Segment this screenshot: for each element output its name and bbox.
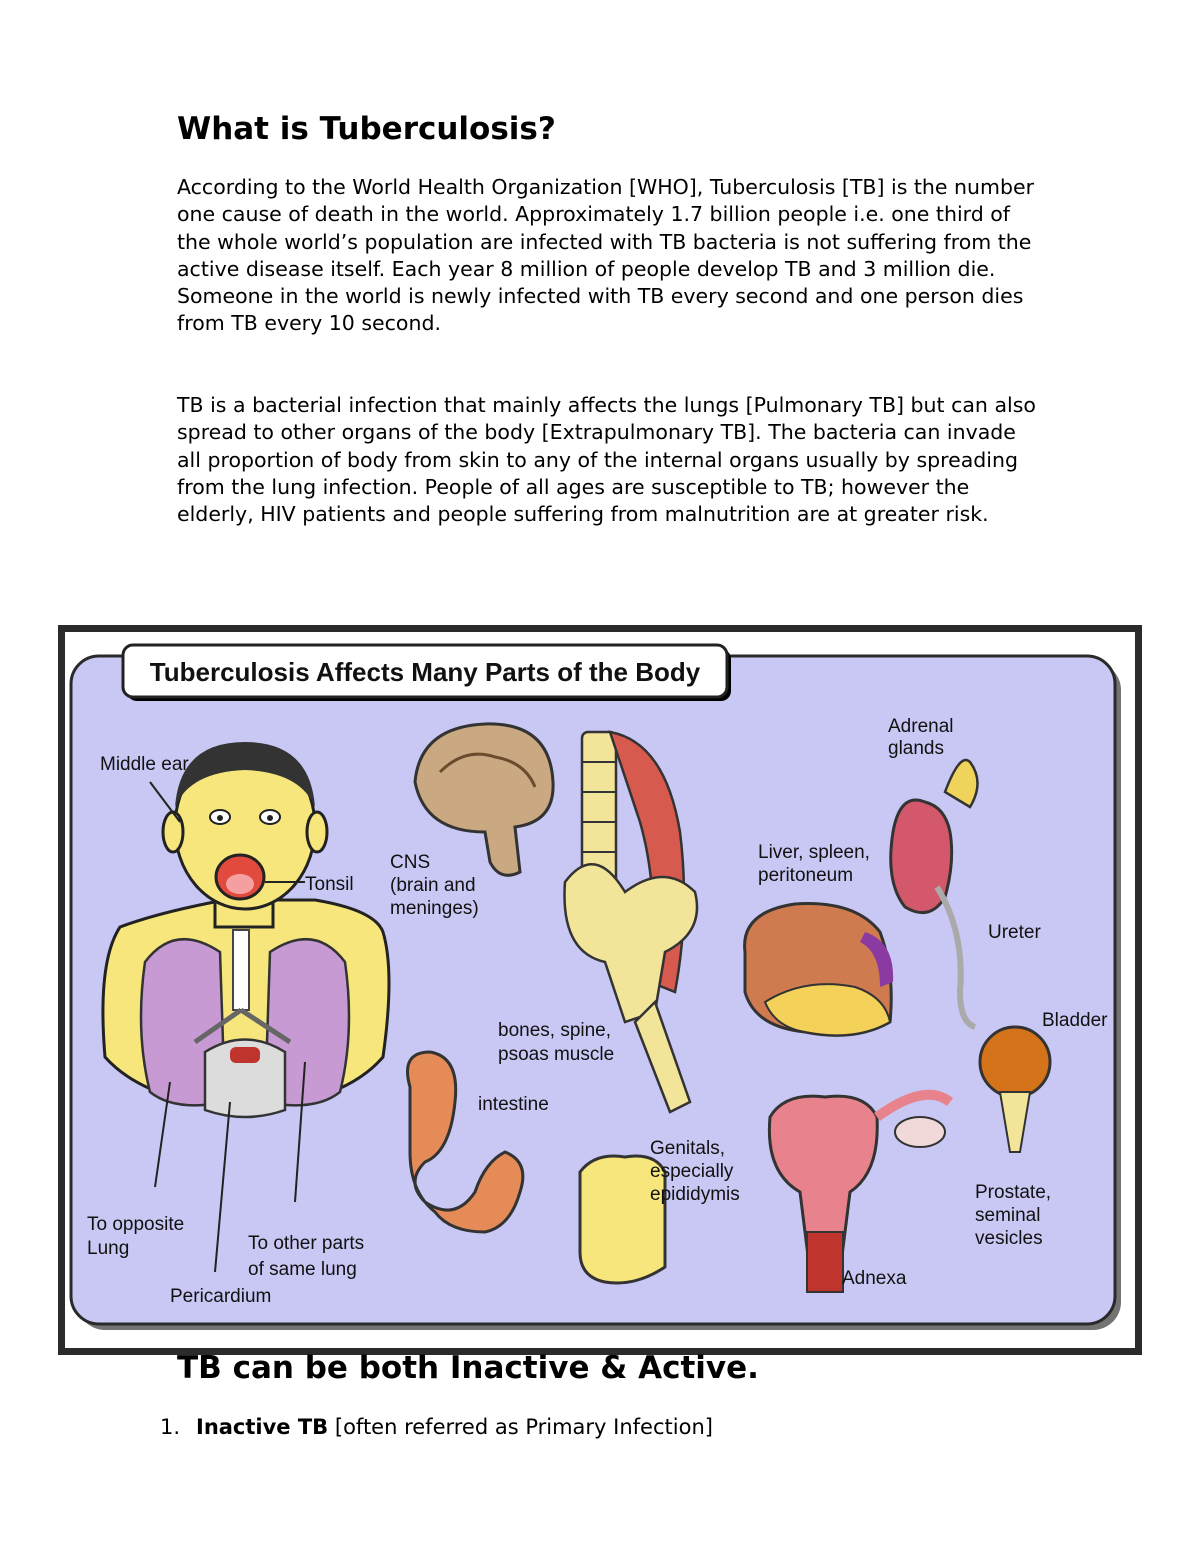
- trachea: [233, 930, 249, 1010]
- figure-title: Tuberculosis Affects Many Parts of the Body: [149, 657, 701, 687]
- label-epididymis: epididymis: [650, 1184, 740, 1205]
- label-of-same-lung: of same lung: [248, 1259, 357, 1280]
- label-adnexa: Adnexa: [842, 1268, 907, 1289]
- label-glands: glands: [888, 738, 944, 759]
- list-item: [160, 1412, 713, 1442]
- tb-illustration: [65, 632, 1135, 1348]
- label-seminal: seminal: [975, 1205, 1041, 1226]
- list-item-bold: Inactive TB: [196, 1415, 329, 1439]
- label-liver-spleen: Liver, spleen,: [758, 842, 870, 863]
- label-brain-and: (brain and: [390, 875, 476, 896]
- left-ear: [163, 812, 183, 852]
- section-heading: TB can be both Inactive & Active.: [177, 1350, 759, 1386]
- label-especially: especially: [650, 1161, 734, 1182]
- list-number: 1.: [160, 1415, 181, 1439]
- label-vesicles: vesicles: [975, 1228, 1043, 1249]
- label-ureter: Ureter: [988, 922, 1041, 943]
- label-peritoneum: peritoneum: [758, 865, 854, 886]
- label-to-other-parts: To other parts: [248, 1233, 365, 1254]
- label-tonsil: Tonsil: [305, 874, 354, 895]
- label-intestine: intestine: [478, 1094, 549, 1115]
- label-prostate: Prostate,: [975, 1182, 1052, 1203]
- label-pericardium: Pericardium: [170, 1286, 272, 1307]
- page-title: What is Tuberculosis?: [177, 111, 556, 147]
- label-meninges: meninges): [390, 898, 479, 919]
- label-middle-ear: Middle ear: [100, 754, 189, 775]
- label-genitals: Genitals,: [650, 1138, 725, 1159]
- label-to-opposite: To opposite: [87, 1214, 185, 1235]
- label-psoas-muscle: psoas muscle: [498, 1044, 615, 1065]
- right-ear: [307, 812, 327, 852]
- label-lung: Lung: [87, 1238, 130, 1259]
- label-adrenal: Adrenal: [888, 716, 954, 737]
- list-item-text: [often referred as Primary Infection]: [328, 1415, 713, 1439]
- infection-paragraph: TB is a bacterial infection that mainly affects the lungs [Pulmonary TB] but can also spread to other organs of the body [Extrapulmonary TB]. The bacteria can invade all proportion of body from skin to any of the internal organs usually by spreading from the lung infection. People of all ages are susceptible to TB; however the elderly, HIV patients and people suffering from malnutrition are at greater risk.: [177, 393, 1036, 527]
- tb-body-figure: [58, 625, 1142, 1355]
- label-bones-spine: bones, spine,: [498, 1020, 612, 1041]
- intro-paragraph: According to the World Health Organization [WHO], Tuberculosis [TB] is the number one cause of death in the world. Approximately 1.7 billion people i.e. one third of the whole world’s population are infected with TB bacteria is not suffering from the active disease itself. Each year 8 million of people develop TB and 3 million die. Someone in the world is newly infected with TB every second and one person dies from TB every 10 second.: [177, 175, 1035, 336]
- bladder-shape: [980, 1027, 1050, 1097]
- label-cns: CNS: [390, 852, 431, 873]
- label-bladder: Bladder: [1042, 1010, 1108, 1031]
